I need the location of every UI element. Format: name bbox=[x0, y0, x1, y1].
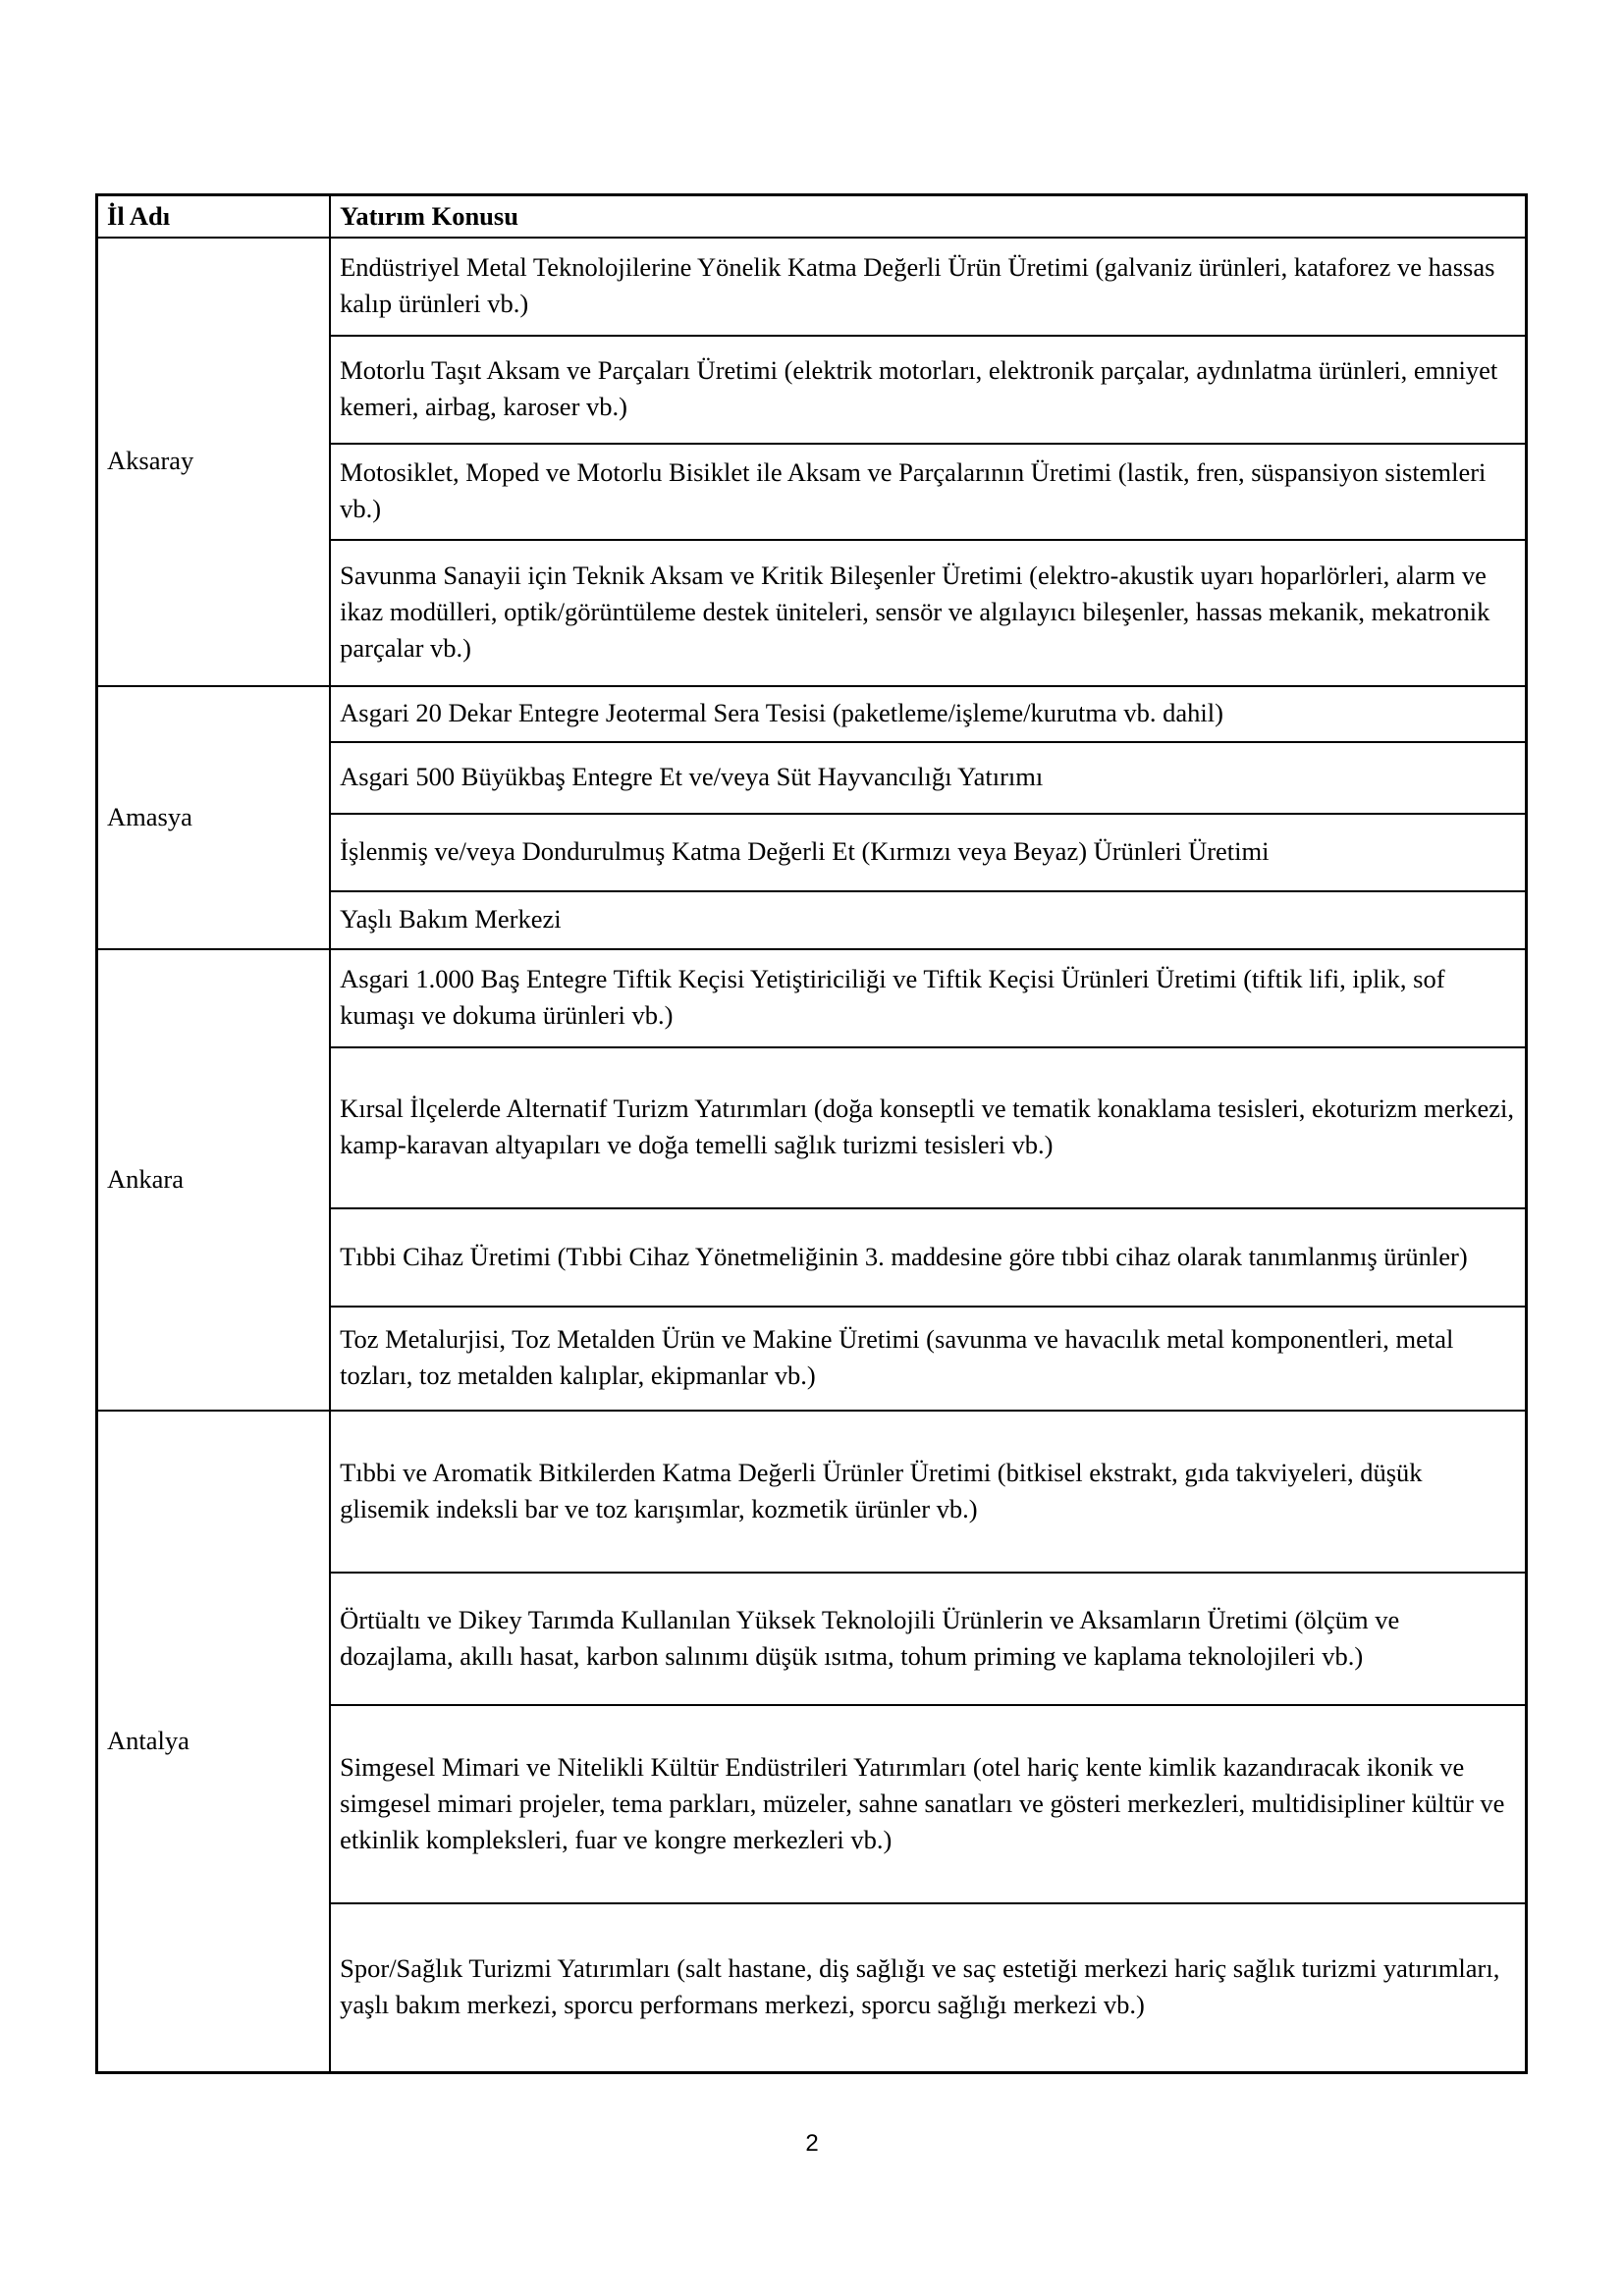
table-header-row bbox=[97, 195, 1527, 239]
topic-cell: Yaşlı Bakım Merkezi bbox=[330, 891, 1526, 949]
table-row bbox=[97, 238, 1527, 336]
province-cell-aksaray: Aksaray bbox=[97, 238, 331, 686]
province-cell-amasya: Amasya bbox=[97, 686, 331, 949]
topic-cell: Tıbbi Cihaz Üretimi (Tıbbi Cihaz Yönetmeliğinin 3. maddesine göre tıbbi cihaz olarak tanımlanmış ürünler) bbox=[330, 1208, 1526, 1307]
topic-cell: Motosiklet, Moped ve Motorlu Bisiklet ile Aksam ve Parçalarının Üretimi (lastik, fren, süspansiyon sistemleri vb.) bbox=[330, 444, 1526, 540]
topic-cell: Toz Metalurjisi, Toz Metalden Ürün ve Makine Üretimi (savunma ve havacılık metal komponentleri, metal tozları, toz metalden kalıplar, ekipmanlar vb.) bbox=[330, 1307, 1526, 1411]
province-cell-antalya: Antalya bbox=[97, 1411, 331, 2073]
province-cell-ankara: Ankara bbox=[97, 949, 331, 1411]
header-topic: Yatırım Konusu bbox=[330, 195, 1526, 239]
page-number: 2 bbox=[805, 2130, 819, 2157]
topic-cell: Asgari 500 Büyükbaş Entegre Et ve/veya Süt Hayvancılığı Yatırımı bbox=[330, 742, 1526, 814]
topic-cell: Spor/Sağlık Turizmi Yatırımları (salt hastane, diş sağlığı ve saç estetiği merkezi hariç sağlık turizmi yatırımları, yaşlı bakım merkezi, sporcu performans merkezi, sporcu sağlığı merkezi vb.) bbox=[330, 1903, 1526, 2073]
table-row bbox=[97, 1411, 1527, 1573]
topic-cell: Motorlu Taşıt Aksam ve Parçaları Üretimi (elektrik motorları, elektronik parçalar, aydınlatma ürünleri, emniyet kemeri, airbag, karoser vb.) bbox=[330, 336, 1526, 444]
topic-cell: Kırsal İlçelerde Alternatif Turizm Yatırımları (doğa konseptli ve tematik konaklama tesisleri, ekoturizm merkezi, kamp-karavan altyapıları ve doğa temelli sağlık turizmi tesisleri vb.) bbox=[330, 1047, 1526, 1208]
topic-cell: Asgari 1.000 Baş Entegre Tiftik Keçisi Yetiştiriciliği ve Tiftik Keçisi Ürünleri Üretimi (tiftik lifi, iplik, sof kumaşı ve dokuma ürünleri vb.) bbox=[330, 949, 1526, 1047]
header-province: İl Adı bbox=[97, 195, 331, 239]
investment-topics-table bbox=[95, 193, 1528, 2074]
topic-cell: Endüstriyel Metal Teknolojilerine Yönelik Katma Değerli Ürün Üretimi (galvaniz ürünleri, kataforez ve hassas kalıp ürünleri vb.) bbox=[330, 238, 1526, 336]
topic-cell: Savunma Sanayii için Teknik Aksam ve Kritik Bileşenler Üretimi (elektro-akustik uyarı hoparlörleri, alarm ve ikaz modülleri, optik/görüntüleme destek üniteleri, sensör ve algılayıcı bileşenler, hassas mekanik, mekatronik parçalar vb.) bbox=[330, 540, 1526, 686]
topic-cell: İşlenmiş ve/veya Dondurulmuş Katma Değerli Et (Kırmızı veya Beyaz) Ürünleri Üretimi bbox=[330, 814, 1526, 891]
table-row bbox=[97, 949, 1527, 1047]
topic-cell: Örtüaltı ve Dikey Tarımda Kullanılan Yüksek Teknolojili Ürünlerin ve Aksamların Üretimi (ölçüm ve dozajlama, akıllı hasat, karbon salınımı düşük ısıtma, tohum priming ve kaplama teknolojileri vb.) bbox=[330, 1573, 1526, 1705]
topic-cell: Asgari 20 Dekar Entegre Jeotermal Sera Tesisi (paketleme/işleme/kurutma vb. dahil) bbox=[330, 686, 1526, 742]
table-row bbox=[97, 686, 1527, 742]
topic-cell: Simgesel Mimari ve Nitelikli Kültür Endüstrileri Yatırımları (otel hariç kente kimlik kazandıracak ikonik ve simgesel mimari projeler, tema parkları, müzeler, sahne sanatları ve gösteri merkezleri, multidisipliner kültür ve etkinlik kompleksleri, fuar ve kongre merkezleri vb.) bbox=[330, 1705, 1526, 1903]
topic-cell: Tıbbi ve Aromatik Bitkilerden Katma Değerli Ürünler Üretimi (bitkisel ekstrakt, gıda takviyeleri, düşük glisemik indeksli bar ve toz karışımlar, kozmetik ürünler vb.) bbox=[330, 1411, 1526, 1573]
